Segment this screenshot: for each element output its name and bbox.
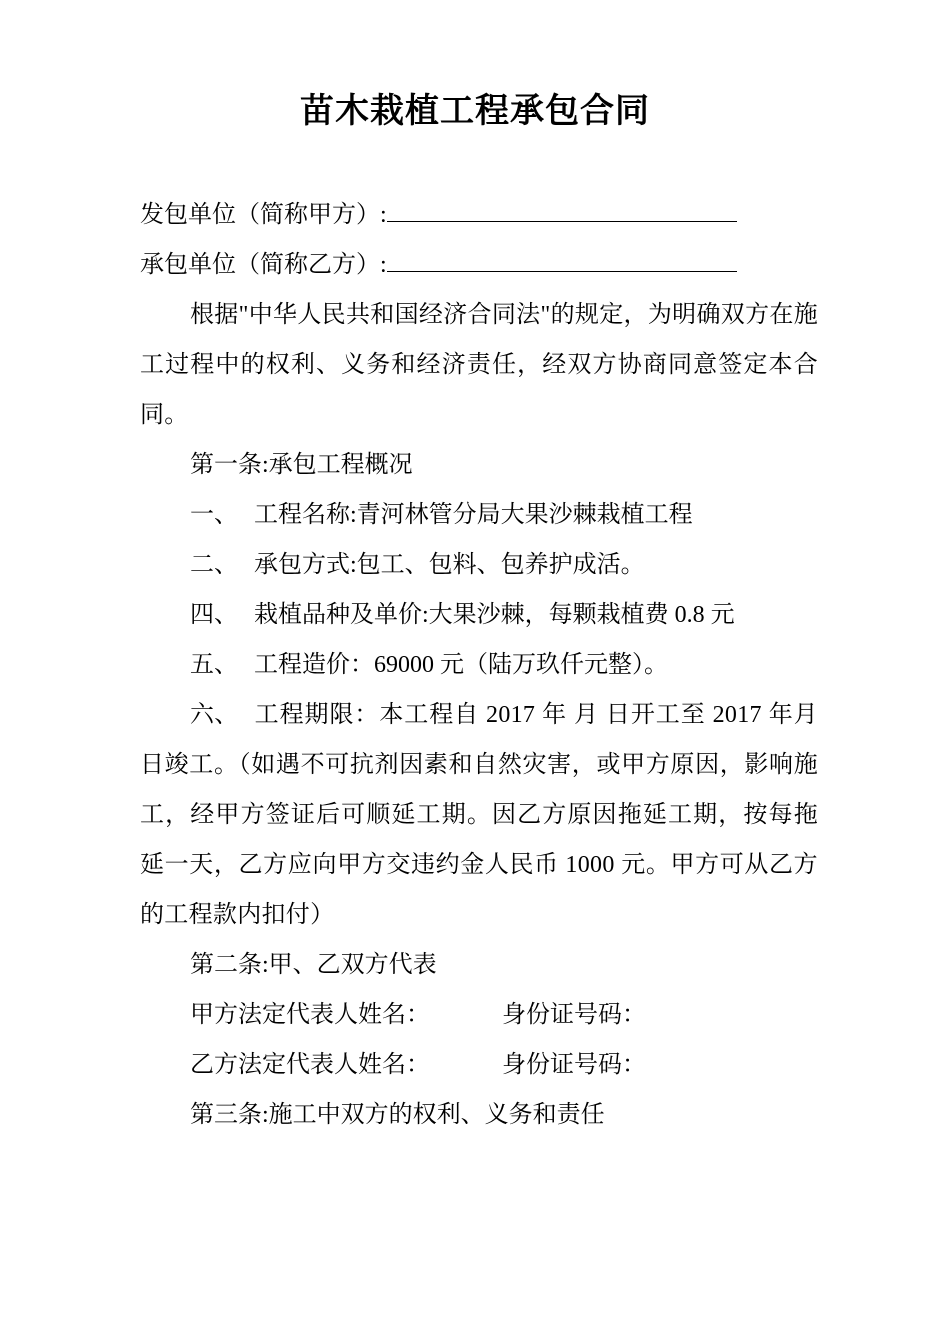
article-3-heading: 第三条:施工中双方的权利、义务和责任: [190, 1102, 605, 1128]
party-b-label: 承包单位（简称乙方）:: [140, 252, 387, 278]
item-text: 工程造价：69000 元（陆万玖仟元整）。: [254, 652, 668, 678]
rep-b-line: [190, 1040, 818, 1090]
rep-b-id-label: 身份证号码：: [502, 1052, 646, 1078]
article-2-heading: 第二条:甲、乙双方代表: [190, 952, 437, 978]
item-4: [190, 590, 818, 640]
item-text: 承包方式:包工、包料、包养护成活。: [254, 552, 645, 578]
article-1-heading: 第一条:承包工程概况: [190, 452, 413, 478]
party-b-blank: [387, 245, 737, 272]
party-a-blank: [387, 195, 737, 222]
party-a-label: 发包单位（简称甲方）:: [140, 202, 387, 228]
item-number: 四、: [190, 602, 238, 628]
intro-paragraph: 根据"中华人民共和国经济合同法"的规定，为明确双方在施工过程中的权利、义务和经济责任，经双方协商同意签定本合同。: [140, 302, 818, 428]
party-a-line: [140, 190, 818, 240]
item-5: [190, 640, 818, 690]
rep-a-id-label: 身份证号码：: [502, 1002, 646, 1028]
item-number: 六、: [190, 702, 239, 728]
item-1: [190, 490, 818, 540]
item-6: [140, 690, 818, 940]
item-number: 五、: [190, 652, 238, 678]
rep-a-name-label: 甲方法定代表人姓名：: [190, 1002, 430, 1028]
rep-a-line: [190, 990, 818, 1040]
item-text: 栽植品种及单价:大果沙棘，每颗栽植费 0.8 元: [254, 602, 735, 628]
party-b-line: [140, 240, 818, 290]
document-title: 苗木栽植工程承包合同: [300, 93, 650, 130]
item-6-text: 工程期限：本工程自 2017 年 月 日开工至 2017 年月 日竣工。（如遇不可抗剂因素和自然灾害，或甲方原因，影响施工，经甲方签证后可顺延工期。因乙方原因拖延工期，按每拖延一天，乙方应向甲方交违约金人民币 1000 元。甲方可从乙方的工程款内扣付）: [140, 702, 818, 928]
item-number: 一、: [190, 502, 238, 528]
item-text: 工程名称:青河林管分局大果沙棘栽植工程: [254, 502, 693, 528]
rep-b-name-label: 乙方法定代表人姓名：: [190, 1052, 430, 1078]
item-2: [190, 540, 818, 590]
item-number: 二、: [190, 552, 238, 578]
